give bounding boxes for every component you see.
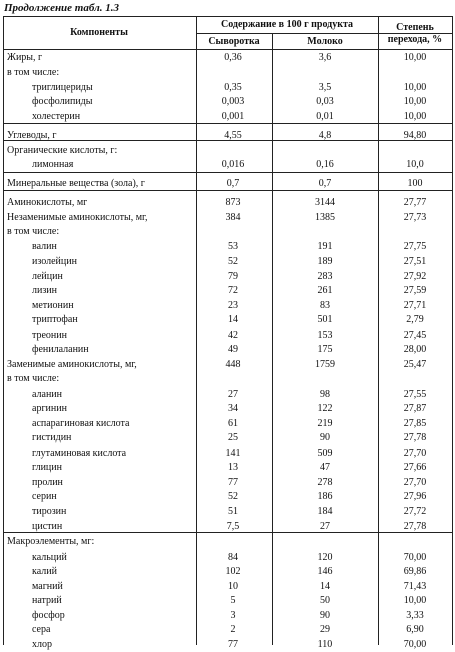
row-whey-value: 51	[228, 506, 238, 517]
row-transfer-value: 27,75	[403, 241, 427, 252]
header-transfer-line2: перехода, %	[387, 34, 443, 45]
row-whey-value: 77	[228, 639, 238, 650]
row-transfer-value: 70,00	[403, 552, 427, 563]
col-divider	[3, 16, 4, 645]
row-label: валин	[32, 241, 57, 252]
row-label: в том числе:	[7, 67, 60, 78]
row-label: цистин	[32, 521, 63, 532]
row-transfer-value: 70,00	[403, 639, 427, 650]
row-transfer-value: 27,78	[403, 521, 427, 532]
row-transfer-value: 10,00	[403, 96, 427, 107]
row-transfer-value: 27,77	[403, 197, 427, 208]
row-label: в том числе:	[7, 373, 60, 384]
row-whey-value: 384	[225, 212, 241, 223]
row-label: аспарагиновая кислота	[32, 418, 130, 429]
row-milk-value: 509	[317, 448, 333, 459]
header-transfer	[378, 22, 452, 46]
row-label: лизин	[32, 285, 57, 296]
row-milk-value: 219	[317, 418, 333, 429]
row-label: триптофан	[32, 314, 78, 325]
row-milk-value: 4,8	[318, 130, 332, 141]
row-label: треонин	[32, 330, 67, 341]
row-milk-value: 189	[317, 256, 333, 267]
header-rule	[3, 49, 452, 50]
row-milk-value: 153	[317, 330, 333, 341]
row-milk-value: 0,16	[316, 159, 334, 170]
col-divider	[452, 16, 453, 645]
row-whey-value: 25	[228, 432, 238, 443]
row-transfer-value: 25,47	[403, 359, 427, 370]
row-whey-value: 72	[228, 285, 238, 296]
row-transfer-value: 27,73	[403, 212, 427, 223]
row-label: глутаминовая кислота	[32, 448, 127, 459]
header-milk: Молоко	[307, 36, 343, 47]
row-milk-value: 98	[320, 389, 330, 400]
row-label: Аминокислоты, мг	[7, 197, 88, 208]
row-milk-value: 278	[317, 477, 333, 488]
row-label: кальций	[32, 552, 67, 563]
row-label: в том числе:	[7, 226, 60, 237]
row-milk-value: 3,6	[318, 52, 332, 63]
row-label: натрий	[32, 595, 62, 606]
row-whey-value: 102	[225, 566, 241, 577]
row-whey-value: 52	[228, 491, 238, 502]
header-transfer-line1: Степень	[396, 22, 434, 33]
row-whey-value: 23	[228, 300, 238, 311]
row-milk-value: 120	[317, 552, 333, 563]
row-label: гистидин	[32, 432, 72, 443]
row-milk-value: 27	[320, 521, 330, 532]
col-divider	[378, 16, 379, 645]
row-milk-value: 283	[317, 271, 333, 282]
row-transfer-value: 28,00	[403, 344, 427, 355]
header-components: Компоненты	[70, 27, 128, 38]
row-label: фосфолипиды	[32, 96, 93, 107]
row-transfer-value: 69,86	[403, 566, 427, 577]
row-milk-value: 29	[320, 624, 330, 635]
row-whey-value: 52	[228, 256, 238, 267]
row-transfer-value: 10,00	[403, 52, 427, 63]
row-label: сера	[32, 624, 51, 635]
row-whey-value: 7,5	[226, 521, 240, 532]
row-whey-value: 79	[228, 271, 238, 282]
row-transfer-value: 27,71	[403, 300, 427, 311]
row-label: аланин	[32, 389, 63, 400]
row-transfer-value: 27,78	[403, 432, 427, 443]
row-transfer-value: 100	[407, 178, 423, 189]
header-whey: Сыворотка	[208, 36, 260, 47]
row-milk-value: 3,5	[318, 82, 332, 93]
row-label: Незаменимые аминокислоты, мг,	[7, 212, 148, 223]
row-whey-value: 4,55	[224, 130, 242, 141]
row-label: изолейцин	[32, 256, 77, 267]
row-label: фенилаланин	[32, 344, 89, 355]
row-milk-value: 501	[317, 314, 333, 325]
row-whey-value: 77	[228, 477, 238, 488]
row-transfer-value: 6,90	[406, 624, 424, 635]
row-whey-value: 2	[230, 624, 236, 635]
row-label: Жиры, г	[7, 52, 43, 63]
row-milk-value: 14	[320, 581, 330, 592]
row-whey-value: 0,36	[224, 52, 242, 63]
header-content-group: Содержание в 100 г продукта	[220, 19, 354, 30]
row-milk-value: 110	[317, 639, 333, 650]
row-transfer-value: 27,45	[403, 330, 427, 341]
row-milk-value: 191	[317, 241, 333, 252]
row-milk-value: 261	[317, 285, 333, 296]
row-transfer-value: 10,00	[403, 82, 427, 93]
row-whey-value: 53	[228, 241, 238, 252]
row-transfer-value: 27,51	[403, 256, 427, 267]
row-whey-value: 141	[225, 448, 241, 459]
table-caption: Продолжение табл. 1.3	[4, 2, 119, 14]
row-transfer-value: 27,85	[403, 418, 427, 429]
row-transfer-value: 27,72	[403, 506, 427, 517]
row-transfer-value: 27,70	[403, 477, 427, 488]
row-label: Углеводы, г	[7, 130, 57, 141]
row-whey-value: 448	[225, 359, 241, 370]
row-whey-value: 61	[228, 418, 238, 429]
row-milk-value: 0,03	[316, 96, 334, 107]
col-divider	[272, 33, 273, 645]
row-milk-value: 3144	[315, 197, 335, 208]
row-label: калий	[32, 566, 57, 577]
row-milk-value: 186	[317, 491, 333, 502]
row-label: лейцин	[32, 271, 63, 282]
row-whey-value: 10	[228, 581, 238, 592]
row-milk-value: 122	[317, 403, 333, 414]
row-label: Органические кислоты, г:	[7, 145, 118, 156]
row-label: триглицериды	[32, 82, 93, 93]
section-rule	[3, 172, 452, 173]
row-transfer-value: 10,00	[403, 111, 427, 122]
row-label: холестерин	[32, 111, 81, 122]
row-whey-value: 0,003	[221, 96, 245, 107]
row-whey-value: 42	[228, 330, 238, 341]
row-label: пролин	[32, 477, 63, 488]
row-label: фосфор	[32, 610, 65, 621]
row-transfer-value: 94,80	[403, 130, 427, 141]
row-transfer-value: 71,43	[403, 581, 427, 592]
row-label: лимонная	[32, 159, 74, 170]
row-whey-value: 14	[228, 314, 238, 325]
row-label: серин	[32, 491, 57, 502]
row-milk-value: 90	[320, 610, 330, 621]
row-milk-value: 1759	[315, 359, 335, 370]
row-milk-value: 1385	[315, 212, 335, 223]
row-whey-value: 84	[228, 552, 238, 563]
row-whey-value: 34	[228, 403, 238, 414]
row-transfer-value: 27,96	[403, 491, 427, 502]
row-whey-value: 0,35	[224, 82, 242, 93]
row-label: тирозин	[32, 506, 67, 517]
row-label: метионин	[32, 300, 74, 311]
row-whey-value: 27	[228, 389, 238, 400]
row-transfer-value: 3,33	[406, 610, 424, 621]
top-rule	[3, 16, 452, 17]
row-milk-value: 50	[320, 595, 330, 606]
row-transfer-value: 10,0	[406, 159, 424, 170]
row-transfer-value: 10,00	[403, 595, 427, 606]
row-label: магний	[32, 581, 63, 592]
row-transfer-value: 2,79	[406, 314, 424, 325]
row-transfer-value: 27,70	[403, 448, 427, 459]
row-label: Минеральные вещества (зола), г	[7, 178, 145, 189]
row-milk-value: 146	[317, 566, 333, 577]
row-label: аргинин	[32, 403, 67, 414]
row-transfer-value: 27,92	[403, 271, 427, 282]
row-label: Макроэлементы, мг:	[7, 536, 95, 547]
row-milk-value: 175	[317, 344, 333, 355]
row-whey-value: 49	[228, 344, 238, 355]
row-milk-value: 83	[320, 300, 330, 311]
row-whey-value: 0,001	[221, 111, 245, 122]
row-transfer-value: 27,87	[403, 403, 427, 414]
row-whey-value: 5	[230, 595, 236, 606]
row-label: хлор	[32, 639, 52, 650]
row-milk-value: 0,01	[316, 111, 334, 122]
row-whey-value: 0,7	[226, 178, 240, 189]
row-milk-value: 47	[320, 462, 330, 473]
row-label: Заменимые аминокислоты, мг,	[7, 359, 137, 370]
row-milk-value: 0,7	[318, 178, 332, 189]
row-transfer-value: 27,59	[403, 285, 427, 296]
row-milk-value: 184	[317, 506, 333, 517]
row-whey-value: 0,016	[221, 159, 245, 170]
row-milk-value: 90	[320, 432, 330, 443]
row-whey-value: 873	[225, 197, 241, 208]
row-whey-value: 13	[228, 462, 238, 473]
row-whey-value: 3	[230, 610, 236, 621]
row-transfer-value: 27,55	[403, 389, 427, 400]
row-transfer-value: 27,66	[403, 462, 427, 473]
row-label: глицин	[32, 462, 62, 473]
